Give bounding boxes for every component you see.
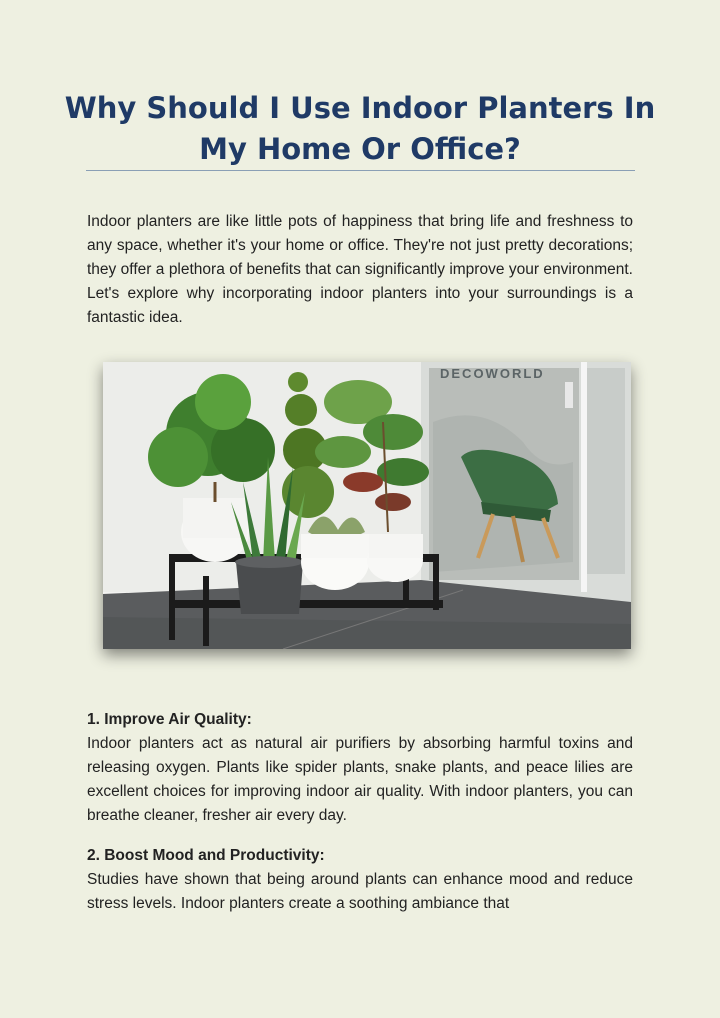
section-body: Indoor planters act as natural air purifiers by absorbing harmful toxins and releasing oxygen. Plants like spider plants, snake plants, and peace lilies are excellent choices for improving indoor air quality. With indoor planters, you can breathe cleaner, fresher air every day. — [87, 735, 633, 824]
page-title: Why Should I Use Indoor Planters In My Home Or Office? — [64, 91, 656, 166]
section-heading: 1. Improve Air Quality: — [87, 711, 252, 728]
intro-paragraph: Indoor planters are like little pots of happiness that bring life and freshness to any space, whether it's your home or office. They're not just pretty decorations; they offer a plethora of benefits that can significantly improve your environment. Let's explore why incorporating indoor planters into your surroundings is a fantastic idea. — [87, 213, 633, 326]
section-heading: 2. Boost Mood and Productivity: — [87, 847, 325, 864]
title-divider — [86, 170, 635, 171]
planter-photo — [103, 362, 631, 649]
section-body: Studies have shown that being around plants can enhance mood and reduce stress levels. Indoor planters create a soothing ambiance that — [87, 871, 633, 912]
planter-illustration — [103, 362, 631, 649]
brand-watermark: DECOWORLD — [440, 366, 545, 381]
